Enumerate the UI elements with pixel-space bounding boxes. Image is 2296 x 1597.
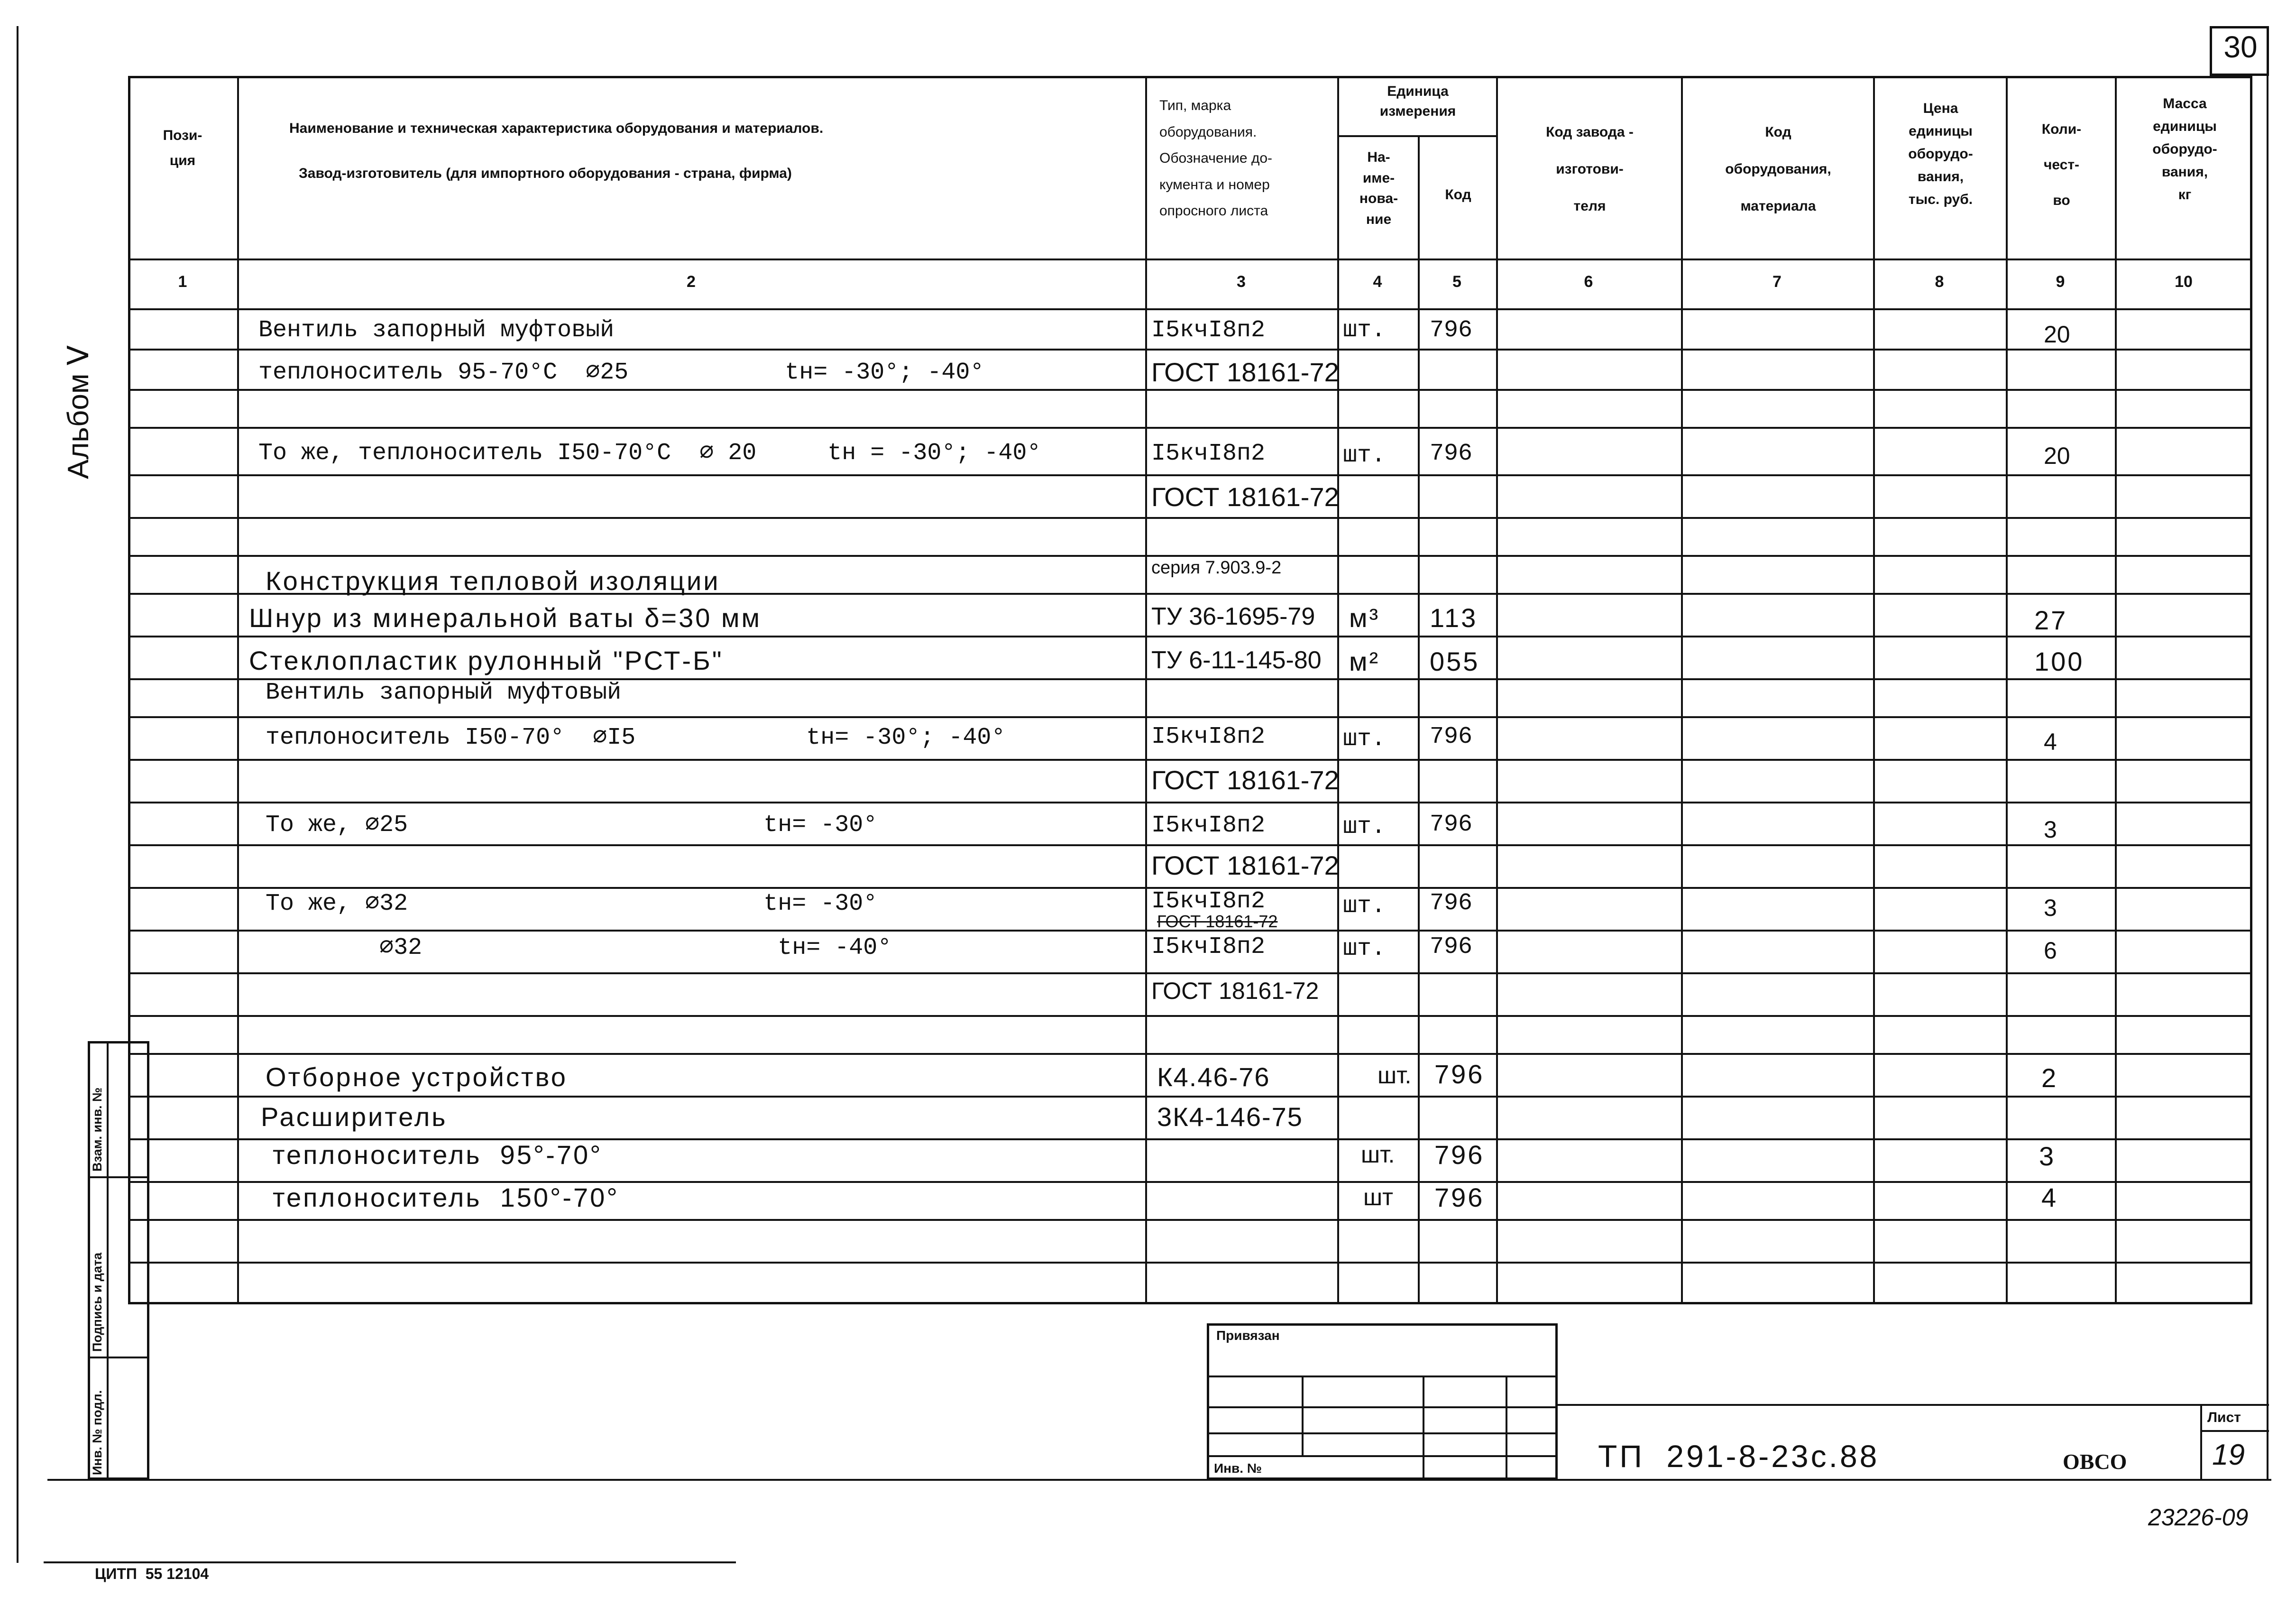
row-type: ГОСТ 18161-72 (1151, 357, 1339, 387)
row-rule (128, 802, 2252, 803)
row-type: I5кчI8п2 (1151, 812, 1266, 839)
header-factory-code: Код завода - изготови- теля (1546, 124, 1634, 214)
title-block-top (1558, 1404, 2269, 1406)
header-quantity: Коли- чест- во (2041, 121, 2082, 208)
side-stamp-replacement: Взам. инв. № (90, 1087, 104, 1172)
row-rule (128, 389, 2252, 391)
row-name: Вентиль запорный муфтовый (258, 317, 615, 344)
header-mass: Масса единицы оборудо- вания, кг (2152, 96, 2217, 203)
row-type: ТУ 6-11-145-80 (1151, 646, 1322, 674)
row-code: 796 (1430, 811, 1473, 838)
row-qty: 6 (2044, 937, 2057, 964)
row-type: ГОСТ 18161-72 (1151, 850, 1339, 880)
struck-type: ГОСТ 18161-72 (1157, 912, 1278, 931)
row-qty: 2 (2041, 1063, 2058, 1093)
album-label: Альбом Ⅴ (62, 345, 95, 479)
row-rule (128, 1262, 2252, 1264)
header-name-line2: Завод-изготовитель (для импортного оборудования - страна, фирма) (299, 166, 792, 181)
header-position: Пози- ция (163, 128, 202, 168)
row-code: 796 (1434, 1059, 1485, 1089)
row-qty: 20 (2044, 443, 2070, 469)
row-name: Вентиль запорный муфтовый (266, 679, 622, 706)
colnum-9: 9 (2056, 273, 2065, 291)
row-code: 055 (1430, 646, 1480, 676)
attached-rule (1207, 1406, 1558, 1408)
row-unit: шт. (1343, 726, 1386, 753)
row-code: 796 (1434, 1182, 1485, 1212)
row-code: 796 (1430, 440, 1473, 467)
row-name: теплоноситель 95°-70° (273, 1140, 603, 1170)
row-qty: 20 (2044, 321, 2070, 348)
page-number: 30 (2223, 30, 2258, 64)
row-type: I5кчI8п2 (1151, 440, 1266, 467)
row-unit: шт. (1343, 893, 1386, 920)
sheet-label-rule (2200, 1430, 2269, 1432)
row-rule (128, 1096, 2252, 1098)
row-rule (128, 427, 2252, 429)
row-unit: шт. (1343, 317, 1386, 344)
row-name: Конструкция тепловой изоляции (266, 566, 720, 596)
row-unit: шт (1363, 1184, 1394, 1210)
sheet-number: 19 (2212, 1439, 2245, 1471)
header-price: Цена единицы оборудо- вания, тыс. руб. (1908, 101, 1973, 207)
row-rule (128, 972, 2252, 974)
row-rule (128, 636, 2252, 637)
bottom-right-number: 23226-09 (2148, 1504, 2249, 1531)
col-divider-4 (1418, 135, 1420, 1304)
row-code: 796 (1434, 1140, 1485, 1170)
row-name: Отборное устройство (266, 1062, 568, 1092)
row-qty: 4 (2041, 1182, 2058, 1212)
side-stamp-rule (88, 1357, 149, 1358)
row-type: I5кчI8п2 (1151, 888, 1266, 915)
colnum-7: 7 (1773, 273, 1782, 291)
header-bottom-rule (128, 258, 2252, 260)
col-divider-6 (1681, 76, 1683, 1304)
section-code: ОВСО (2063, 1449, 2127, 1474)
header-unit-code: Код (1445, 187, 1471, 203)
row-type: ГОСТ 18161-72 (1151, 765, 1339, 795)
col-divider-9 (2115, 76, 2117, 1304)
row-qty: 4 (2044, 729, 2057, 755)
row-rule (128, 1053, 2252, 1055)
row-code: 796 (1430, 890, 1473, 917)
row-type: ГОСТ 18161-72 (1151, 978, 1319, 1004)
row-unit: шт. (1343, 813, 1386, 840)
doc-code: ТП 291-8-23с.88 (1598, 1439, 1880, 1474)
colnum-3: 3 (1237, 273, 1246, 291)
row-qty: 27 (2034, 605, 2068, 635)
row-qty: 3 (2039, 1141, 2056, 1171)
attached-divider (1302, 1375, 1304, 1456)
row-name: Шнур из минеральной ваты δ=30 мм (249, 603, 762, 633)
col-divider-2 (1145, 76, 1147, 1304)
inv-label: Инв. № (1214, 1461, 1262, 1476)
side-stamp-rule (88, 1176, 149, 1178)
attached-rule (1207, 1375, 1558, 1377)
bottom-left-mark: ЦИТП 55 12104 (95, 1565, 209, 1582)
row-name: Расширитель (261, 1102, 448, 1132)
row-name: теплоноситель I50-70° ∅I5 tн= -30°; -40° (266, 724, 1006, 751)
side-stamp-divider (107, 1041, 109, 1480)
row-qty: 3 (2044, 816, 2057, 843)
colnum-bottom-rule (128, 308, 2252, 310)
row-name: теплоноситель 150°-70° (273, 1182, 619, 1212)
header-unit: Единица измерения (1379, 83, 1456, 119)
outer-frame-bottom (47, 1479, 2271, 1481)
row-type: ТУ 36-1695-79 (1151, 603, 1315, 630)
col-divider-5 (1496, 76, 1498, 1304)
row-unit: шт. (1378, 1062, 1412, 1089)
row-type: I5кчI8п2 (1151, 933, 1266, 960)
row-code: 796 (1430, 317, 1473, 344)
header-unit-name: На- име- нова- ние (1359, 149, 1398, 227)
row-rule (128, 844, 2252, 846)
row-unit: м² (1349, 646, 1380, 676)
colnum-5: 5 (1452, 273, 1461, 291)
row-rule (128, 349, 2252, 351)
row-rule (128, 1219, 2252, 1221)
col-divider-1 (237, 76, 239, 1304)
row-qty: 100 (2034, 646, 2085, 676)
row-type: серия 7.903.9-2 (1151, 558, 1282, 578)
title-block-sheet-divider (2200, 1404, 2202, 1480)
row-type: 3К4-146-75 (1157, 1102, 1303, 1132)
col-divider-7 (1873, 76, 1875, 1304)
attached-label: Привязан (1216, 1328, 1280, 1343)
attached-divider (1506, 1375, 1507, 1480)
row-rule (128, 759, 2252, 761)
side-stamp-inventory: Инв. № подл. (90, 1390, 104, 1475)
unit-subheader-rule (1337, 135, 1496, 137)
bottom-rule (44, 1561, 736, 1563)
row-unit: шт. (1343, 442, 1386, 469)
row-type: К4.46-76 (1157, 1062, 1270, 1092)
col-divider-3 (1337, 76, 1339, 1304)
row-code: 113 (1430, 603, 1478, 633)
row-code: 796 (1430, 723, 1473, 750)
colnum-2: 2 (687, 273, 696, 291)
row-rule (128, 517, 2252, 519)
sheet-label: Лист (2207, 1410, 2241, 1425)
side-stamp-signature: Подпись и дата (90, 1252, 104, 1352)
row-name: теплоноситель 95-70°С ∅25 tн= -30°; -40° (258, 359, 984, 386)
row-unit: шт. (1343, 935, 1386, 962)
row-name: То же, ∅32 tн= -30° (266, 890, 878, 917)
row-unit: м³ (1349, 603, 1380, 633)
row-code: 796 (1430, 933, 1473, 960)
colnum-6: 6 (1584, 273, 1593, 291)
attached-divider (1423, 1375, 1424, 1480)
outer-frame-right (2267, 26, 2268, 1480)
colnum-8: 8 (1935, 273, 1944, 291)
colnum-4: 4 (1373, 273, 1382, 291)
outer-frame-left (17, 26, 18, 1563)
row-name: То же, теплоноситель I50-70°С ∅ 20 tн = -30°; -40° (258, 440, 1041, 467)
col-divider-8 (2006, 76, 2008, 1304)
row-qty: 3 (2044, 895, 2057, 921)
row-rule (128, 1015, 2252, 1017)
header-equipment-code: Код оборудования, материала (1725, 124, 1831, 214)
attached-rule (1207, 1455, 1558, 1457)
colnum-10: 10 (2175, 273, 2193, 291)
header-type: Тип, марка оборудования. Обозначение до- кумента и номер опросного листа (1159, 98, 1273, 219)
row-unit: шт. (1361, 1141, 1395, 1168)
row-name: Стеклопластик рулонный "РСТ-Б" (249, 646, 724, 675)
header-name-line1: Наименование и техническая характеристика оборудования и материалов. (289, 120, 824, 136)
row-type: I5кчI8п2 (1151, 317, 1266, 344)
row-name: ∅32 tн= -40° (266, 934, 892, 961)
row-rule (128, 716, 2252, 718)
row-rule (128, 555, 2252, 557)
row-rule (128, 474, 2252, 476)
row-type: ГОСТ 18161-72 (1151, 482, 1339, 512)
row-name: То же, ∅25 tн= -30° (266, 812, 878, 839)
colnum-1: 1 (178, 273, 187, 291)
row-type: I5кчI8п2 (1151, 723, 1266, 750)
attached-rule (1207, 1432, 1558, 1434)
